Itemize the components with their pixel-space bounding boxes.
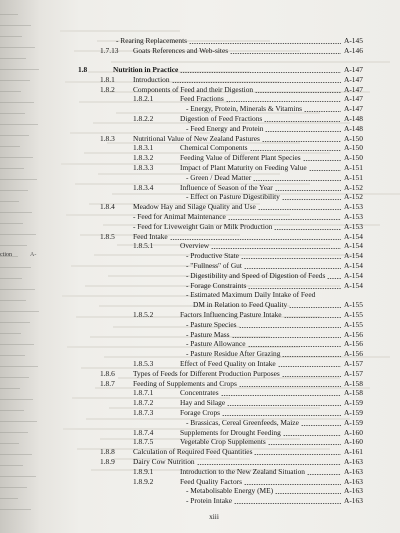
toc-entry-page: A-154 (344, 241, 363, 251)
toc-entry (133, 134, 341, 144)
toc-entry-page: A-158 (344, 378, 363, 388)
toc-entry-number: 1.8.7 (100, 378, 115, 388)
toc-entry-page: A-147 (344, 104, 363, 114)
dot-leader (172, 82, 341, 83)
dot-leader (278, 366, 341, 367)
toc-entry (186, 281, 341, 291)
toc-entry-title: Vegetable Crop Supplements (180, 437, 266, 447)
toc-entry (180, 310, 341, 320)
toc-entry-title: Dairy Cow Nutrition (133, 457, 195, 466)
dot-leader (262, 141, 341, 142)
toc-entry-title: - Estimated Maximum Daily Intake of Feed (186, 290, 316, 300)
toc-entry-page: A-147 (344, 84, 363, 94)
toc-entry-title: - Feed for Animal Maintenance (133, 212, 226, 221)
toc-entry-number: 1.8.5.1 (133, 241, 154, 251)
toc-entry-page: A-159 (344, 408, 363, 417)
toc-entry-page: A-159 (344, 417, 363, 427)
toc-entry-title: - Brassicas, Cereal Greenfeeds, Maize (186, 417, 299, 427)
toc-entry-number: 1.8.4 (100, 202, 115, 212)
toc-entry-number: 1.8.5.2 (133, 310, 154, 319)
toc-entry-title: - Forage Constraints (186, 280, 247, 290)
toc-entry (180, 143, 341, 153)
toc-entry-number: 1.8.7.5 (133, 437, 154, 447)
toc-entry (116, 36, 341, 46)
toc-entry-title: - "Fullness" of Gut (186, 261, 242, 270)
toc-entry (180, 114, 341, 124)
toc-entry-page: A-152 (344, 182, 363, 192)
toc-entry-title: - Productive State (186, 251, 239, 261)
toc-entry-title: Hay and Silage (180, 398, 226, 408)
toc-entry-page: A-151 (344, 163, 363, 172)
dot-leader (211, 248, 341, 249)
toc-entry (180, 183, 341, 193)
toc-entry-page: A-148 (344, 114, 363, 123)
toc-entry-number: 1.8.2.2 (133, 114, 154, 123)
dot-leader (226, 101, 341, 102)
dot-leader (248, 346, 341, 347)
toc-entry (180, 467, 341, 477)
toc-entry (180, 437, 341, 447)
toc-entry (133, 222, 341, 232)
toc-entry-number: 1.8.2.1 (133, 94, 154, 104)
toc-entry-page: A-151 (344, 172, 363, 182)
dot-leader (244, 484, 341, 485)
dot-leader (268, 444, 341, 445)
toc-entry (186, 173, 341, 183)
toc-entry-title: - Effect on Pasture Digestibility (186, 192, 280, 202)
toc-entry-page: A-161 (344, 447, 363, 457)
dot-leader (282, 199, 341, 200)
toc-entry-page: A-154 (344, 270, 363, 280)
toc-entry-page: A-150 (344, 143, 363, 153)
toc-entry-page: A-154 (344, 280, 363, 290)
dot-leader (222, 415, 341, 416)
toc-entry-title: Introduction to the New Zealand Situation (180, 466, 305, 476)
toc-entry-number: 1.8.7.1 (133, 388, 154, 398)
toc-entry-number: 1.8.3.1 (133, 143, 154, 153)
toc-entry-number: 1.8.7.3 (133, 408, 154, 417)
dot-leader (275, 493, 341, 494)
toc-entry-number: 1.8.8 (100, 447, 115, 457)
toc-entry-number: 1.8.3.4 (133, 182, 154, 192)
toc-entry-title: Concentrates (180, 388, 219, 398)
toc-entry (186, 124, 341, 134)
toc-entry-title: Feeding of Supplements and Crops (133, 378, 237, 388)
toc-entry-title: - Feed for Liveweight Gain or Milk Production (133, 221, 273, 231)
dot-leader (275, 190, 341, 191)
toc-entry-number: 1.8.7.2 (133, 398, 154, 408)
toc-entry-title: Nutrition in Practice (113, 65, 179, 74)
dot-leader (239, 327, 342, 328)
toc-entry (180, 408, 341, 418)
dot-leader (264, 121, 341, 122)
toc-entry-title: Supplements for Drought Feeding (180, 427, 281, 437)
toc-entry-page: A-150 (344, 133, 363, 143)
toc-entry-page: A-146 (344, 45, 363, 55)
toc-entry (180, 153, 341, 163)
toc-entry-number: 1.8.3.3 (133, 163, 154, 172)
edge-fragment-page: A- (30, 252, 37, 258)
dot-leader (284, 317, 341, 318)
toc-entry-title: Feed Fractions (180, 94, 224, 104)
toc-entry-number: 1.8.3 (100, 133, 115, 143)
toc-entry-page: A-155 (344, 300, 363, 310)
toc-entry-page: A-148 (344, 123, 363, 133)
toc-entry-number: 1.8.6 (100, 368, 115, 378)
dot-leader (265, 131, 341, 132)
toc-entry-title: Effect of Feed Quality on Intake (180, 359, 276, 368)
toc-entry-title: Meadow Hay and Silage Quality and Use (133, 202, 256, 212)
toc-entry-title: Feed Intake (133, 231, 168, 241)
toc-entry-page: A-163 (344, 486, 363, 496)
toc-entry-page: A-157 (344, 368, 363, 378)
toc-entry-number: 1.8.9 (100, 457, 115, 466)
dot-leader (234, 503, 341, 504)
toc-entry-title: - Protein Intake (186, 496, 232, 506)
toc-entry (180, 428, 341, 438)
toc-entry (186, 330, 341, 340)
toc-entry-page: A-160 (344, 427, 363, 437)
toc-entry (133, 212, 341, 222)
toc-entry-number: 1.7.13 (100, 45, 119, 55)
toc-entry (133, 85, 341, 95)
dot-leader (253, 180, 341, 181)
toc-entry (186, 349, 341, 359)
toc-entry-title: Influence of Season of the Year (180, 182, 273, 192)
dot-leader (282, 356, 341, 357)
toc-entry-page: A-147 (344, 65, 363, 74)
toc-entry-title: Types of Feeds for Different Production Purposes (133, 368, 280, 378)
toc-entry (186, 339, 341, 349)
toc-entry-page: A-163 (344, 466, 363, 476)
toc-entry (133, 202, 341, 212)
toc-entry-page: A-163 (344, 496, 363, 506)
toc-entry-title: - Metabolisable Energy (ME) (186, 486, 274, 496)
toc-entry (186, 271, 341, 281)
dot-leader (170, 239, 341, 240)
toc-entry-page: A-155 (344, 319, 363, 329)
toc-entry-title: Feeding Value of Different Plant Species (180, 153, 301, 163)
dot-leader (241, 258, 341, 259)
dot-leader (309, 170, 341, 171)
toc-entry (186, 418, 341, 428)
toc-entry-page: A-163 (344, 476, 363, 486)
toc-entry-title: DM in Relation to Feed Quality (193, 300, 288, 310)
toc-entry-page: A-158 (344, 388, 363, 398)
toc-entry-title: Impact of Plant Maturity on Feeding Value (180, 163, 307, 172)
dot-leader (258, 209, 341, 210)
dot-leader (282, 376, 341, 377)
dot-leader (180, 72, 341, 73)
toc-entry-title: Digestion of Feed Fractions (180, 114, 263, 123)
dot-leader (250, 150, 341, 151)
toc-entry-title: Feed Quality Factors (180, 476, 242, 486)
toc-entry-title: Calculation of Required Feed Quantities (133, 447, 253, 457)
dot-leader (227, 405, 341, 406)
toc-entry-title: Nutritional Value of New Zealand Pastures (133, 133, 260, 143)
dot-leader (254, 454, 341, 455)
toc-entry (186, 261, 341, 271)
dot-leader (289, 307, 341, 308)
toc-entry (186, 290, 341, 300)
toc-entry-title: Factors Influencing Pasture Intake (180, 310, 282, 319)
toc-entry (113, 65, 341, 75)
dot-leader (274, 229, 341, 230)
dot-leader (248, 288, 341, 289)
toc-entry (180, 388, 341, 398)
toc-entry-title: - Digestibility and Speed of Digestion of Feeds (186, 270, 326, 280)
toc-entry-title: - Green / Dead Matter (186, 172, 252, 182)
toc-entry-title: Chemical Components (180, 143, 248, 153)
toc-entry-page: A-145 (344, 36, 363, 45)
toc-entry-page: A-147 (344, 74, 363, 84)
toc-entry-page: A-150 (344, 153, 363, 163)
toc-entry (186, 496, 341, 506)
toc-entry-number: 1.8.2 (100, 84, 115, 94)
toc-entry-title: Forage Crops (180, 408, 221, 417)
toc-entry-title: - Pasture Residue After Grazing (186, 349, 281, 359)
toc-entry-page: A-159 (344, 398, 363, 408)
toc-entry (180, 241, 341, 251)
toc-entry-page: A-153 (344, 221, 363, 231)
toc-entry (186, 192, 341, 202)
toc-entry-number: 1.8.9.2 (133, 476, 154, 486)
dot-leader (283, 435, 341, 436)
toc-entry (133, 75, 341, 85)
toc-entry-title: - Rearing Replacements (116, 36, 188, 45)
toc-entry-page: A-157 (344, 359, 363, 368)
toc-entry (186, 320, 341, 330)
toc-entry (133, 46, 341, 56)
dot-leader (301, 425, 341, 426)
toc-entry-title: - Pasture Mass (186, 329, 230, 339)
toc-entry-page: A-156 (344, 329, 363, 339)
toc-entry-number: 1.8.9.1 (133, 466, 154, 476)
dot-leader (327, 278, 341, 279)
edge-fragment-text: ction (0, 252, 12, 258)
dot-leader (307, 474, 341, 475)
toc-entry-page: A-163 (344, 457, 363, 466)
toc-entry-page: A-155 (344, 310, 363, 319)
toc-entry-page: A-152 (344, 192, 363, 202)
dot-leader (230, 53, 341, 54)
toc-entry-page: A-147 (344, 94, 363, 104)
toc-entry-number: 1.8.3.2 (133, 153, 154, 163)
toc-entry-number: 1.8.5 (100, 231, 115, 241)
toc-entry (186, 251, 341, 261)
toc-entry-number: 1.8.5.3 (133, 359, 154, 368)
toc-entry-page: A-153 (344, 212, 363, 221)
toc-entry-title: Goats References and Web-sites (133, 45, 229, 55)
toc-entry-number: 1.8.1 (100, 74, 115, 84)
toc-entry-title: - Pasture Species (186, 319, 237, 329)
dot-leader (303, 160, 341, 161)
dot-leader (228, 219, 341, 220)
toc-entry-number: 1.8.7.4 (133, 427, 154, 437)
toc-entry-page: A-160 (344, 437, 363, 447)
page-number: xiii (209, 512, 219, 521)
toc-entry (133, 457, 341, 467)
toc-entry-title: - Energy, Protein, Minerals & Vitamins (186, 104, 303, 114)
dot-leader (232, 337, 341, 338)
toc-entry (133, 232, 341, 242)
dot-leader (189, 43, 341, 44)
toc-entry-title: Introduction (133, 74, 170, 84)
toc-entry (186, 486, 341, 496)
dot-leader (239, 386, 341, 387)
toc-entry-title: Overview (180, 241, 210, 251)
toc-entry-page: A-156 (344, 349, 363, 359)
toc-entry-page: A-154 (344, 251, 363, 261)
toc-entry-page: A-156 (344, 339, 363, 349)
toc-entry-page: A-153 (344, 202, 363, 212)
toc-entry (180, 163, 341, 173)
toc-entry (193, 300, 341, 310)
toc-entry (180, 94, 341, 104)
toc-entry (186, 104, 341, 114)
toc-entry (133, 447, 341, 457)
dot-leader (304, 111, 341, 112)
toc-entry (180, 398, 341, 408)
dot-leader (255, 92, 341, 93)
toc-entry-page: A-154 (344, 261, 363, 270)
dot-leader (244, 268, 341, 269)
toc-entry-title: - Pasture Allowance (186, 339, 246, 349)
dot-leader (197, 464, 341, 465)
toc-entry-page: A-154 (344, 231, 363, 241)
toc-entry (133, 369, 341, 379)
toc-entry-number: 1.8 (78, 65, 88, 74)
toc-entry-title: - Feed Energy and Protein (186, 123, 264, 133)
dot-leader (221, 395, 341, 396)
toc-entry (180, 359, 341, 369)
toc-entry-title: Components of Feed and their Digestion (133, 84, 254, 94)
toc-entry (133, 379, 341, 389)
toc-entry (180, 477, 341, 487)
